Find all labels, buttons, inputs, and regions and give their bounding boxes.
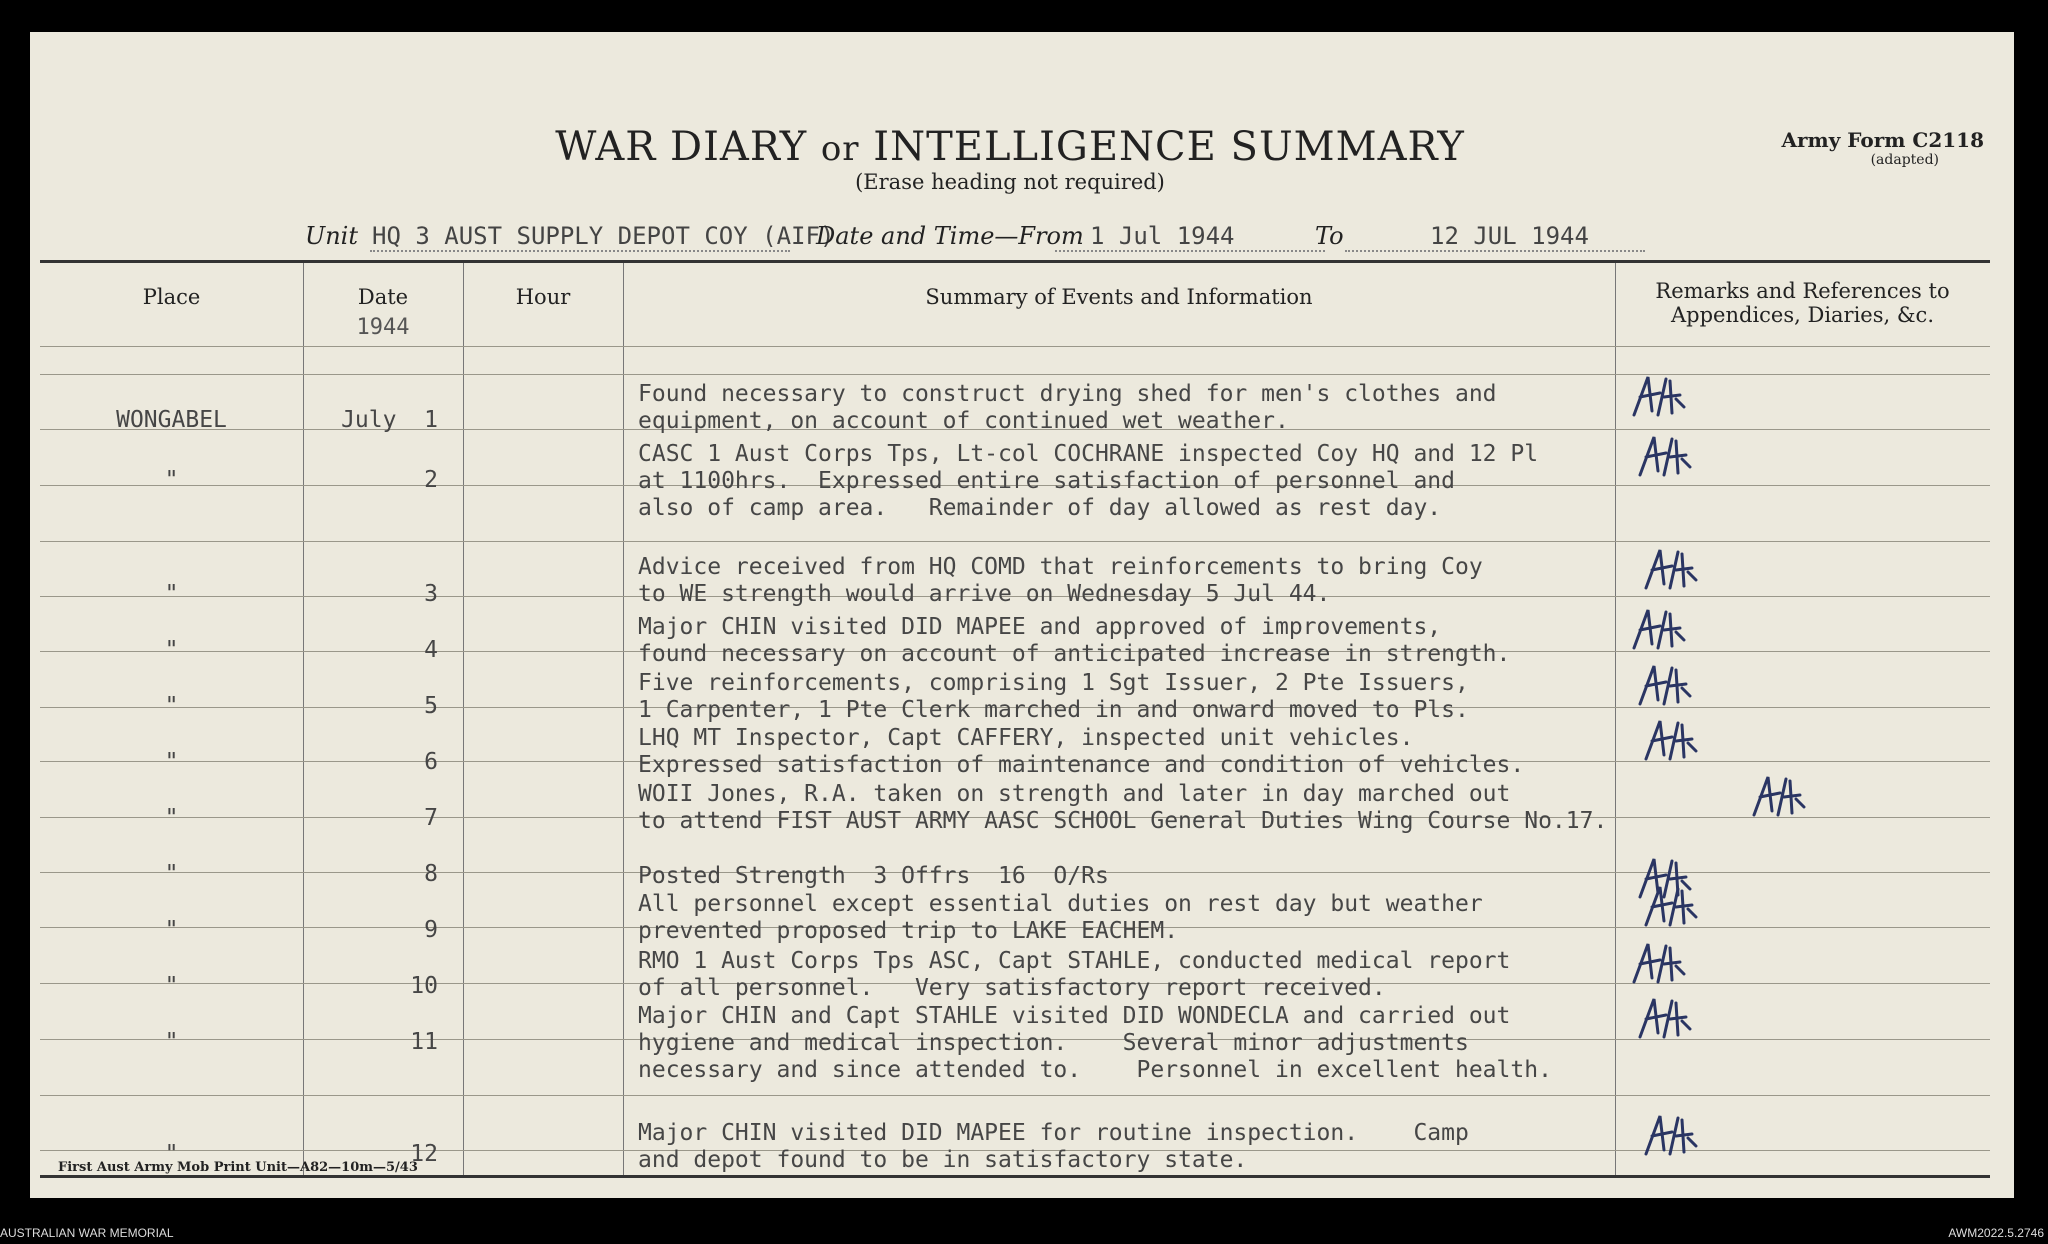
initials-signature-icon (1640, 715, 1700, 771)
entry-summary-line: WOII Jones, R.A. taken on strength and later in day marched out (638, 781, 1511, 807)
form-number: Army Form C2118 (1781, 128, 1984, 152)
entry-date: 8 (424, 861, 438, 887)
print-footer: First Aust Army Mob Print Unit—A82—10m—5/43 (58, 1160, 418, 1175)
entry-summary-line: Five reinforcements, comprising 1 Sgt Issuer, 2 Pte Issuers, (638, 670, 1469, 696)
entry-date: 11 (410, 1029, 438, 1055)
year-label: 1944 (356, 315, 410, 340)
entry-summary-line: Found necessary to construct drying shed for men's clothes and (638, 381, 1497, 407)
initials-signature-icon (1628, 938, 1688, 994)
from-label: Date and Time—From (816, 222, 1084, 250)
initials-signature-icon (1640, 881, 1700, 937)
diary-table (40, 260, 1990, 1178)
entry-summary-line: at 1100hrs. Expressed entire satisfaction of personnel and (638, 468, 1455, 494)
title-or: or (820, 129, 860, 169)
from-line (816, 222, 1084, 251)
entry-place: " (164, 805, 179, 831)
entry-date: 9 (424, 917, 438, 943)
entry-place: " (164, 1029, 179, 1055)
summary-column-header: Summary of Events and Information (623, 263, 1615, 347)
entry-summary-line: necessary and since attended to. Personnel in excellent health. (638, 1057, 1552, 1083)
entry-place: " (164, 861, 179, 887)
archive-reference: AWM2022.5.2746 (1948, 1226, 2044, 1240)
form-identifier (1782, 128, 1985, 168)
entry-date: 10 (410, 973, 438, 999)
initials-signature-icon (1634, 431, 1694, 487)
entry-date: July 1 (341, 407, 438, 433)
date-column-header: Date 1944 (303, 263, 463, 347)
entry-summary-line: Expressed satisfaction of maintenance and condition of vehicles. (638, 752, 1525, 778)
place-column-header: Place (40, 263, 303, 347)
entry-place: " (164, 973, 179, 999)
entry-date: 3 (424, 581, 438, 607)
title-part-1: WAR DIARY (555, 124, 808, 170)
entry-summary-line: RMO 1 Aust Corps Tps ASC, Capt STAHLE, conducted medical report (638, 948, 1511, 974)
to-line (1315, 222, 1344, 251)
row-rule (40, 1095, 1990, 1096)
entry-summary-line: prevented proposed trip to LAKE EACHEM. (638, 918, 1179, 944)
entry-summary-line: Major CHIN visited DID MAPEE for routine inspection. Camp (638, 1120, 1469, 1146)
entry-summary-line: CASC 1 Aust Corps Tps, Lt-col COCHRANE inspected Coy HQ and 12 Pl (638, 441, 1539, 467)
entry-summary-line: LHQ MT Inspector, Capt CAFFERY, inspected unit vehicles. (638, 725, 1414, 751)
from-value-wrap (1090, 222, 1235, 251)
entry-summary-line: also of camp area. Remainder of day allowed as rest day. (638, 495, 1442, 521)
initials-signature-icon (1640, 544, 1700, 600)
to-label: To (1315, 222, 1344, 250)
entry-summary-line: 1 Carpenter, 1 Pte Clerk marched in and onward moved to Pls. (638, 697, 1469, 723)
entry-summary-line: Advice received from HQ COMD that reinforcements to bring Coy (638, 554, 1483, 580)
entry-summary-line: to attend FIST AUST ARMY AASC SCHOOL General Duties Wing Course No.17. (638, 808, 1608, 834)
initials-signature-icon (1634, 993, 1694, 1049)
entry-place: " (164, 693, 179, 719)
entry-summary-line: Major CHIN visited DID MAPEE and approved of improvements, (638, 614, 1442, 640)
initials-signature-icon (1640, 1110, 1700, 1166)
entry-date: 2 (424, 467, 438, 493)
row-rule (40, 346, 1990, 347)
entry-place: " (164, 1141, 179, 1167)
entry-summary-line: and depot found to be in satisfactory state. (638, 1147, 1248, 1173)
to-value-wrap (1430, 222, 1589, 251)
title-part-2: INTELLIGENCE SUMMARY (873, 124, 1465, 170)
to-dotted-line (1345, 250, 1645, 252)
initials-signature-icon (1628, 371, 1688, 427)
entry-date: 12 (410, 1141, 438, 1167)
unit-value: HQ 3 AUST SUPPLY DEPOT COY (AIF) (372, 222, 835, 250)
entry-place: " (164, 749, 179, 775)
entry-summary-line: Posted Strength 3 Offrs 16 O/Rs (638, 863, 1109, 889)
remarks-column-header: Remarks and References to Appendices, Diaries, &c. (1615, 263, 1990, 347)
entry-summary-line: found necessary on account of anticipated increase in strength. (638, 641, 1511, 667)
entry-summary-line: Major CHIN and Capt STAHLE visited DID WONDECLA and carried out (638, 1003, 1511, 1029)
row-rule (40, 541, 1990, 542)
from-dotted-line (1055, 250, 1325, 252)
entry-summary-line: to WE strength would arrive on Wednesday 5 Jul 44. (638, 581, 1331, 607)
unit-dotted-line (370, 250, 790, 252)
form-note: (adapted) (1870, 152, 1939, 168)
entry-place: " (164, 637, 179, 663)
document-title (30, 124, 1990, 170)
hour-column-header: Hour (463, 263, 623, 347)
unit-line (305, 222, 834, 251)
entry-place: " (164, 467, 179, 493)
entry-place: WONGABEL (116, 407, 227, 433)
document-subtitle: (Erase heading not required) (855, 170, 1165, 194)
entry-place: " (164, 917, 179, 943)
entry-date: 4 (424, 637, 438, 663)
entry-date: 6 (424, 749, 438, 775)
war-diary-sheet (30, 32, 2014, 1198)
entry-summary-line: equipment, on account of continued wet weather. (638, 408, 1289, 434)
entry-date: 5 (424, 693, 438, 719)
from-value: 1 Jul 1944 (1090, 222, 1235, 250)
entry-summary-line: hygiene and medical inspection. Several minor adjustments (638, 1030, 1469, 1056)
entry-summary-line: of all personnel. Very satisfactory report received. (638, 975, 1386, 1001)
entry-place: " (164, 581, 179, 607)
to-value: 12 JUL 1944 (1430, 222, 1589, 250)
archive-caption: AUSTRALIAN WAR MEMORIAL (0, 1226, 174, 1240)
unit-label: Unit (305, 222, 359, 250)
entry-summary-line: All personnel except essential duties on rest day but weather (638, 891, 1483, 917)
initials-signature-icon (1748, 771, 1808, 827)
initials-signature-icon (1634, 660, 1694, 716)
entry-date: 7 (424, 805, 438, 831)
row-rule (40, 374, 1990, 375)
initials-signature-icon (1628, 604, 1688, 660)
